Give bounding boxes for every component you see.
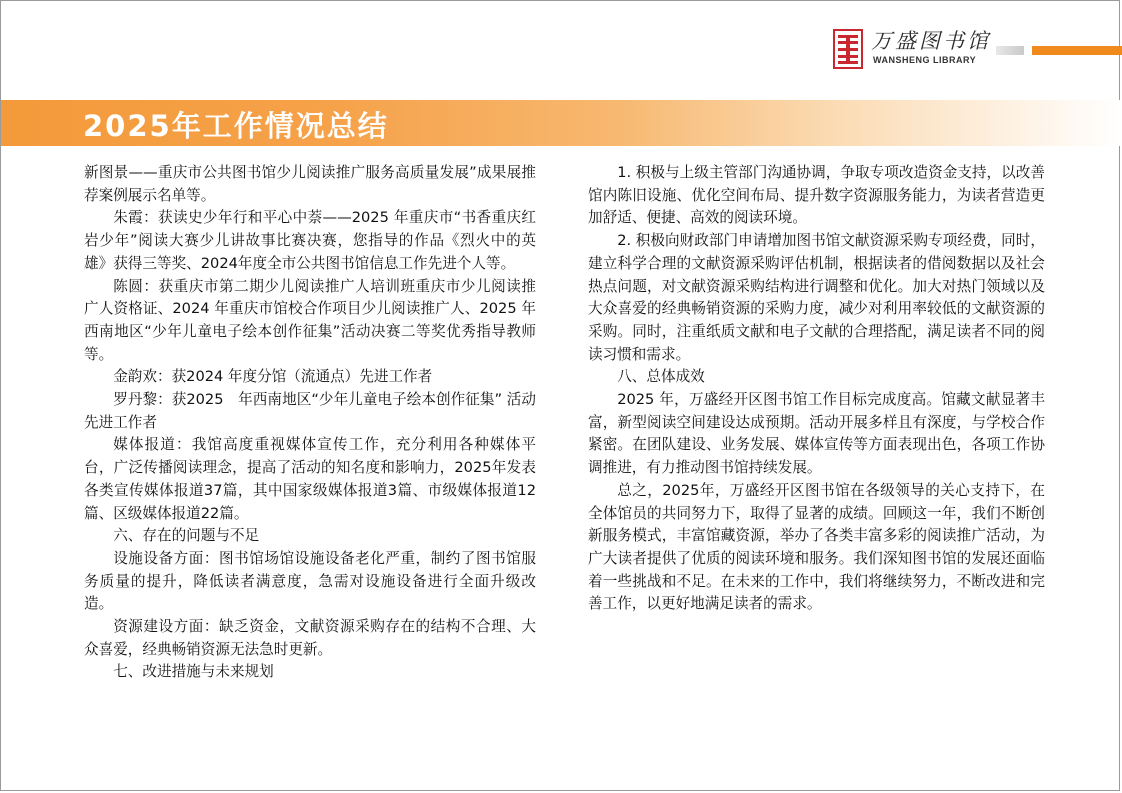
page-title: 2025年工作情况总结 [83, 109, 389, 143]
paragraph: 总之，2025年，万盛经开区图书馆在各级领导的关心支持下，在全体馆员的共同努力下，取得了显著的成绩。回顾这一年，我们不断创新服务模式，丰富馆藏资源，举办了各类丰富多彩的阅读推广活动，为广大读者提供了优质的阅读环境和服务。我们深知图书馆的发展还面临着一些挑战和不足。在未来的工作中，我们将继续努力，不断改进和完善工作，以更好地满足读者的需求。 [588, 481, 1045, 613]
paragraph: 新图景——重庆市公共图书馆少儿阅读推广服务高质量发展”成果展推荐案例展示名单等。 [84, 164, 536, 204]
logo-english-name: WANSHENG LIBRARY [873, 55, 977, 65]
section-heading: 八、总体成效 [617, 368, 705, 386]
paragraph: 媒体报道：我馆高度重视媒体宣传工作，充分利用各种媒体平台，广泛传播阅读理念，提高了活动的知名度和影响力，2025年发表各类宣传媒体报道37篇，其中国家级媒体报道3篇、市级媒体报道12篇、区级媒体报道22篇。 [84, 436, 536, 522]
paragraph: 2025 年，万盛经开区图书馆工作目标完成度高。馆藏文献显著丰富，新型阅读空间建设达成预期。活动开展多样且有深度，与学校合作紧密。在团队建设、业务发展、媒体宣传等方面表现出色，各项工作协调推进，有力推动图书馆持续发展。 [588, 391, 1045, 477]
library-logo [833, 25, 993, 73]
section-heading: 六、存在的问题与不足 [113, 527, 260, 545]
library-seal-icon [833, 29, 863, 69]
logo-chinese-name: 万盛图书馆 [871, 29, 991, 53]
paragraph: 资源建设方面：缺乏资金，文献资源采购存在的结构不合理、大众喜爱，经典畅销资源无法急时更新。 [84, 618, 536, 658]
paragraph: 陈圆：获重庆市第二期少儿阅读推广人培训班重庆市少儿阅读推广人资格证、2024 年重庆市馆校合作项目少儿阅读推广人、2025 年西南地区“少年儿童电子绘本创作征集”活动决赛二等奖优秀指导教师等。 [84, 277, 536, 363]
left-column [84, 162, 536, 684]
title-banner [1, 100, 1121, 146]
paragraph: 罗丹黎：获2025 年西南地区“少年儿童电子绘本创作征集” 活动先进工作者 [84, 391, 536, 431]
header-orange-bar [1032, 46, 1122, 55]
header-grey-bar [996, 46, 1024, 55]
paragraph: 1. 积极与上级主管部门沟通协调，争取专项改造资金支持，以改善馆内陈旧设施、优化空间布局、提升数字资源服务能力，为读者营造更加舒适、便捷、高效的阅读环境。 [588, 164, 1045, 227]
paragraph: 设施设备方面：图书馆场馆设施设备老化严重，制约了图书馆服务质量的提升，降低读者满意度，急需对设施设备进行全面升级改造。 [84, 549, 536, 613]
paragraph: 2. 积极向财政部门申请增加图书馆文献资源采购专项经费，同时，建立科学合理的文献资源采购评估机制，根据读者的借阅数据以及社会热点问题，对文献资源采购结构进行调整和优化。加大对热门领域以及大众喜爱的经典畅销资源的采购力度，减少对利用率较低的文献资源的采购。同时，注重纸质文献和电子文献的合理搭配，满足读者不同的阅读习惯和需求。 [588, 232, 1045, 363]
paragraph: 金韵欢：获2024 年度分馆（流通点）先进工作者 [113, 368, 433, 386]
paragraph: 朱霞：获读史少年行和平心中萘——2025 年重庆市“书香重庆红岩少年”阅读大赛少儿讲故事比赛决赛，您指导的作品《烈火中的英雄》获得三等奖、2024年度全市公共图书馆信息工作先进个人等。 [84, 209, 536, 272]
right-column [588, 162, 1045, 616]
section-heading: 七、改进措施与未来规划 [113, 663, 274, 681]
